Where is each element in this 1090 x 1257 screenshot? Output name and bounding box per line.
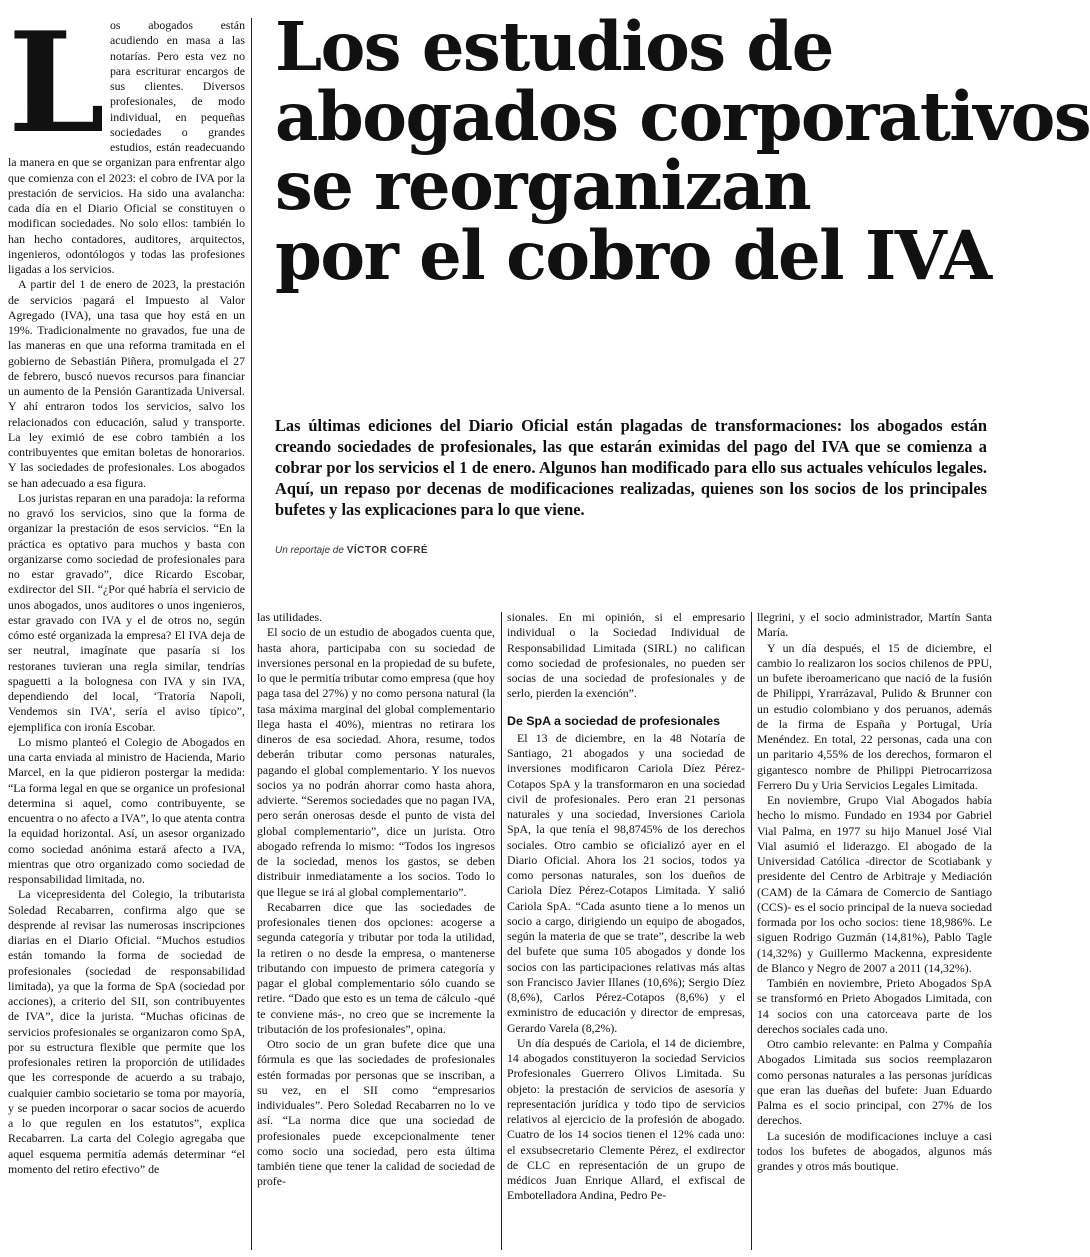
column-divider <box>751 612 752 1250</box>
column-divider <box>501 612 502 1250</box>
section-subhead: De SpA a sociedad de profesionales <box>507 713 721 728</box>
body-paragraph: llegrini, y el socio administrador, Martín Santa María. <box>757 610 992 640</box>
body-paragraph: Y un día después, el 15 de diciembre, el cambio lo realizaron los socios chilenos de PPU, un bufete iberoamericano que nació de la fusión de Philippi, Yrarrázaval, Pulido & Brunner con un estudio colombiano y dos peruanos, además de la firma de España y Portugal, Uría Menéndez. En total, 22 personas, cada una con un paritario 4,55% de los derechos, formaron el gigantesco nombre de Philippi Pietrocarrizosa Ferrero Du y Uria Servicios Legales Limitada. <box>757 640 992 792</box>
headline-line: por el cobro del IVA <box>275 215 991 295</box>
body-paragraph: Otro socio de un gran bufete dice que una fórmula es que las sociedades de profesionales estén formadas por personas que se inscriban, a su vez, en el SII como “empresarios individuales”. Pero Soledad Recabarren no lo ve así. “La norma dice que una sociedad de profesionales puede excepcionalmente tener como socio una sociedad, pero esta última también tiene que tener la calidad de sociedad de profe- <box>257 1037 495 1189</box>
lede-paragraph: Las últimas ediciones del Diario Oficial están plagadas de transformaciones: los abogados están creando sociedades de profesionales, las que estarán eximidas del pago del IVA que se comienza a cobrar por los servicios el 1 de enero. Algunos han modificado para ello sus actuales vehículos legales. Aquí, un repaso por decenas de modificaciones realizadas, quienes son los socios de los principales bufetes y las explicaciones para lo que viene. <box>275 416 987 519</box>
body-paragraph: Los juristas reparan en una paradoja: la reforma no gravó los servicios, sino que la forma de organizar la prestación de esos servicios. “En la práctica es optativo para muchos y basta con organizarse como sociedad de profesionales para no estar gravado”, dice Ricardo Escobar, exdirector del SII. “¿Por qué habría el servicio de unos abogados, unos auditores o unos ingenieros, estar gravado con IVA y el de otros no, según cómo esté organizada la empresa? El IVA deja de ser neutral, imagínate que pasaría si los restoranes tuvieran una regla similar, tendrías spaguetti a la bolognesa con IVA y sin IVA, dependiendo del local, ‘Tratoría Napoli, Vendemos sin IVA’, sería el aviso típico”, ejemplifica con ironía Escobar. <box>8 490 245 734</box>
column-divider <box>251 18 252 1250</box>
byline-prefix: Un reportaje de <box>275 545 344 556</box>
body-paragraph: En noviembre, Grupo Vial Abogados había hecho lo mismo. Fundado en 1934 por Gabriel Vial Palma, en 1977 su hijo Manuel José Vial Vial asumió el liderazgo. El abogado de la Universidad Católica -director de Scotiabank y presidente del Centro de Arbitraje y Mediación (CAM) de la Cámara de Comercio de Santiago (CCS)- es el socio principal de la nueva sociedad formada por los ocho socios: tiene 18,986%. Le siguen Rodrigo Guzmán (14,81%), Pablo Tagle (14,32%) y Guillermo Mackenna, expresidente de Blanco y Negro de 2007 a 2011 (14,32%). <box>757 793 992 975</box>
body-paragraph: Lo mismo planteó el Colegio de Abogados en una carta enviada al ministro de Hacienda, Mario Marcel, en la que pidieron postergar la medida: “La forma legal en que se organice un profesional determina si aquel, como contribuyente, se encuentra o no afecto a IVA”, lo que atenta contra la equidad horizontal. Así, un asesor organizado como sociedad anónima estará afecto a IVA, mientras que otro organizado como sociedad de responsabilidad limitada, no. <box>8 734 245 886</box>
body-paragraph: os abogados están acudiendo en masa a las notarías. Pero esta vez no para escriturar encargos de sus clientes. Diversos profesionales, de modo individual, en pequeñas sociedades o grandes estudios, están readecuando la manera en que se organizan para enfrentar algo que comienza con el 2023: el cobro de IVA por la prestación de servicios. Ha sido una avalancha: cada día en el Diario Oficial se constituyen o modifican sociedades. No solo ellos: también lo han hecho contadores, auditores, arquitectos, ingenieros, odontólogos y todas las profesiones ligadas a los servicios. <box>8 18 245 276</box>
byline <box>275 545 428 556</box>
body-paragraph: Recabarren dice que las sociedades de profesionales tienen dos opciones: acogerse a segunda categoría y tributar por toda la utilidad, la retiren o no desde la empresa, o mantenerse tributando con impuesto de primera categoría y pagar el global complementario sólo cuando se retire. “Dado que esto es un tema de cálculo -qué te conviene más-, no creo que se incremente la tributación de los profesionales”, opina. <box>257 899 495 1036</box>
body-paragraph: El socio de un estudio de abogados cuenta que, hasta ahora, participaba con su sociedad de inversiones personal en la propiedad de su bufete, lo que le permitía tributar como empresa (que hoy paga tasa del 27%) y no como persona natural (la tasa máxima marginal del global complementario llega hasta el 40%), mientras no retirara los dineros de esa sociedad. Ahora, resume, todos deberán tributar como personas naturales, pagando el global complementario. Y los nuevos socios ya no podrán ahorrar como hasta ahora, advierte. “Seremos sociedades que no pagan IVA, pero serán onerosas desde el punto de vista del global complementario”, dice un jurista. Otro abogado refrenda lo mismo: “Todos los ingresos de la sociedad, menos los gastos, se deben distribuir inmediatamente a los socios. Todo lo que llegue se irá al global complementario”. <box>257 625 495 899</box>
headline <box>275 7 1090 295</box>
body-paragraph: La vicepresidenta del Colegio, la tributarista Soledad Recabarren, confirma algo que se desprende al revisar las numerosas inscripciones diarias en el Diario Oficial. “Muchos estudios están tomando la forma de sociedad de profesionales (sociedad de responsabilidad limitada), ya que la forma de SpA (sociedad por acciones), a criterio del SII, son contribuyentes de IVA”, dice la jurista. “Muchas oficinas de servicios profesionales se organizaron como SpA, por su estructura flexible que permite que los profesionales retiren la proporción de utilidades que les corresponde de acuerdo a su trabajo, cualquier cambio societario se toma por mayoría, y se pueden incorporar o sacar socios de acuerdo a lo que regulen en los estatutos”, explica Recabarren. La carta del Colegio agregaba que aquel esquema permitía además determinar “el momento del retiro efectivo” de <box>8 887 245 1176</box>
body-paragraph: El 13 de diciembre, en la 48 Notaría de Santiago, 21 abogados y una sociedad de inversiones modificaron Cariola Díez Pérez-Cotapos SpA y la transformaron en una sociedad civil de profesionales. Pero eran 21 personas naturales y una sociedad, Inversiones Cariola SpA, la que tenía el 98,8745% de los derechos sociales. Otro cambio se oficializó ayer en el Diario Oficial. Ahora los 21 socios, todos ya como personas naturales, son los dueños de Cariola Díez Pérez-Cotapos Limitada. Y salió Cariola SpA. “Cada asunto tiene a lo menos un socio a cargo, dirigiendo un equipo de abogados, según la materia de que se trate”, describe la web del bufete que suma 105 abogados y donde los socios con las participaciones relativas más altas son Francisco Javier Illanes (10,6%); Sergio Díez (8,6%), Carlos Pérez-Cotapos (8,6%) y el exministro de educación y director de empresas, Gerardo Varela (8,2%). <box>507 730 745 1035</box>
body-paragraph: las utilidades. <box>257 610 323 624</box>
byline-author: VÍCTOR COFRÉ <box>346 545 429 556</box>
headline-line: abogados corporativos <box>275 76 1090 156</box>
body-paragraph: La sucesión de modificaciones incluye a casi todos los bufetes de abogados, algunos más grandes y otros más boutique. <box>757 1128 992 1173</box>
body-paragraph: Otro cambio relevante: en Palma y Compañía Abogados Limitada sus socios reemplazaron como personas naturales a las personas jurídicas que eran las dueñas del bufete: Juan Eduardo Palma es el socio principal, con 27% de los derechos. <box>757 1037 992 1128</box>
article-column-2 <box>257 610 495 1190</box>
body-paragraph: Un día después de Cariola, el 14 de diciembre, 14 abogados constituyeron la sociedad Servicios Profesionales Guerrero Olivos Limitada. Su objeto: la prestación de servicios de asesoría y representación jurídica y todo tipo de servicios relativos al ejercicio de la profesión de abogado. Cuatro de los 14 socios tienen el 12% cada uno: el exsubsecretario Clemente Pérez, el exdirector de CLC en representación de un grupo de médicos Juan Enrique Allard, el exfiscal de Embotelladora Andina, Pedro Pe- <box>507 1035 745 1203</box>
article-column-3 <box>507 610 745 1204</box>
article-column-1 <box>8 1 245 1177</box>
body-paragraph: sionales. En mi opinión, si el empresario individual o la Sociedad Individual de Responsabilidad Limitada (SIRL) no califican como sociedad de profesionales, no pueden ser socias de una sociedad de profesionales y de serlo, pierden la exención”. <box>507 610 745 701</box>
drop-cap: L <box>8 1 106 164</box>
headline-line: Los estudios de <box>275 7 833 86</box>
body-paragraph: También en noviembre, Prieto Abogados SpA se transformó en Prieto Abogados Limitada, con 14 socios con una catorceava parte de los derechos sociales cada uno. <box>757 976 992 1036</box>
headline-line: se reorganizan <box>275 146 811 225</box>
body-paragraph: A partir del 1 de enero de 2023, la prestación de servicios pagará el Impuesto al Valor Agregado (IVA), una tasa que hoy está en un 19%. Tradicionalmente no gravados, fue una de las maneras en que una reforma tramitada en el gobierno de Sebastián Piñera, promulgada el 27 de febrero, buscó nuevos recursos para financiar un aumento de la Pensión Garantizada Universal. Y ahí entraron todos los servicios, salvo los relacionados con educación, salud y transporte. La ley eximió de ese cobro también a los contribuyentes que emitan boletas de honorarios. Y las sociedades de profesionales. Los abogados se han adecuado a esa figura. <box>8 277 245 490</box>
article-column-4 <box>757 610 992 1174</box>
